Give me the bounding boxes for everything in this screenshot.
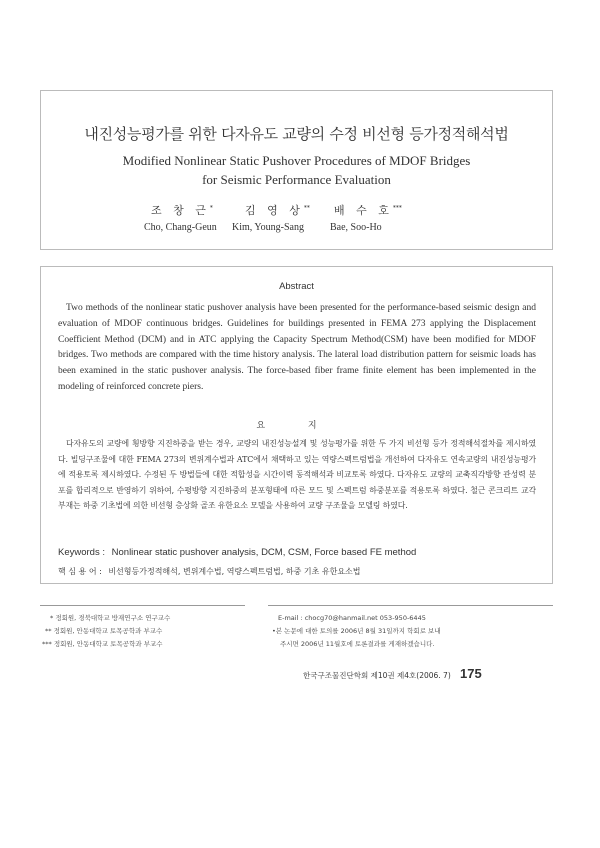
author-3-english: Bae, Soo-Ho	[330, 222, 382, 233]
keywords-label: Keywords :	[58, 547, 105, 558]
footnote-1: * 정회원, 경북대학교 방재연구소 연구교수	[50, 614, 171, 622]
footnote-notice-line1: •본 논문에 대한 토의를 2006년 8월 31일까지 학회로 보내	[272, 627, 441, 635]
author-3-korean: 배 수 호***	[334, 204, 402, 217]
footnote-notice-line2: 주시면 2006년 11월호에 토론결과를 게재하겠습니다.	[280, 640, 435, 648]
page-number: 175	[460, 666, 482, 681]
keywords-korean-label: 핵 심 용 어 :	[58, 567, 102, 576]
author-1-korean: 조 창 근*	[151, 204, 213, 217]
abstract-text: Two methods of the nonlinear static pushover analysis have been presented for the performance-based seismic design and evaluation of MDOF continuous bridges. Guidelines for buildings presented in FEMA 273 applying the Displacement Coefficient Method (DCM) and in ATC applying the Capacity Spectrum Method(CSM) have been modified for MDOF bridges. Two methods are compared with the time history analysis. The lateral load distribution pattern for seismic loads has been examined in the static pushover analysis. The force-based fiber frame finite element has been implemented in the modeling of reinforced concrete piers.	[58, 303, 536, 392]
english-title-line2: for Seismic Performance Evaluation	[202, 172, 391, 187]
footnote-divider-left	[40, 605, 245, 606]
keywords-korean-text: 비선형등가정적해석, 변위계수법, 역량스펙트럼법, 하중 기초 유한요소법	[108, 567, 361, 576]
keywords	[58, 547, 538, 558]
journal-footer: 한국구조물진단학회 제10권 제4호(2006. 7)	[303, 671, 451, 680]
english-title-line1: Modified Nonlinear Static Pushover Procedures of MDOF Bridges	[122, 153, 471, 168]
footnote-email: E-mail : chocg70@hanmail.net 053-950-6445	[278, 614, 426, 622]
summary-text: 다자유도의 교량에 횡방향 지진하중을 받는 경우, 교량의 내진성능설계 및 성능평가를 위한 두 가지 비선형 등가 정적해석절차를 제시하였다. 빌딩구조물에 대한 FEMA 273의 변위계수법과 ATC에서 채택하고 있는 역량스펙트럼법을 개선하여 다자유도 연속교량의 내진성능평가에 적용토록 제시하였다. 수정된 두 방법들에 대한 적합성을 시간이력 동적해석과 비교토록 하였다. 다자유도 교량의 교축직각방향 관성력 분포를 합리적으로 반영하기 위하여, 수평방향 지진하중의 분포형태에 따른 모드 및 스펙트럼 하중분포를 적용토록 하였다. 철근 콘크리트 교각 부재는 하중 기초법에 의한 비선형 층상화 골조 유한요소 모델을 사용하여 교량 구조물을 모델링 하였다.	[58, 439, 536, 511]
korean-title: 내진성능평가를 위한 다자유도 교량의 수정 비선형 등가정적해석법	[84, 125, 509, 143]
author-2-korean: 김 영 상**	[245, 204, 310, 217]
footnote-divider-right	[268, 605, 553, 606]
summary-heading: 요 지	[256, 421, 337, 431]
footnote-2: ** 정회원, 안동대학교 토목공학과 부교수	[45, 627, 163, 635]
footnote-3: *** 정회원, 안동대학교 토목공학과 부교수	[42, 640, 163, 648]
abstract-heading: Abstract	[279, 281, 314, 292]
author-1-english: Cho, Chang-Geun	[144, 222, 217, 233]
keywords-korean	[58, 566, 538, 577]
keywords-text: Nonlinear static pushover analysis, DCM, CSM, Force based FE method	[111, 547, 417, 558]
author-2-english: Kim, Young-Sang	[232, 222, 304, 233]
